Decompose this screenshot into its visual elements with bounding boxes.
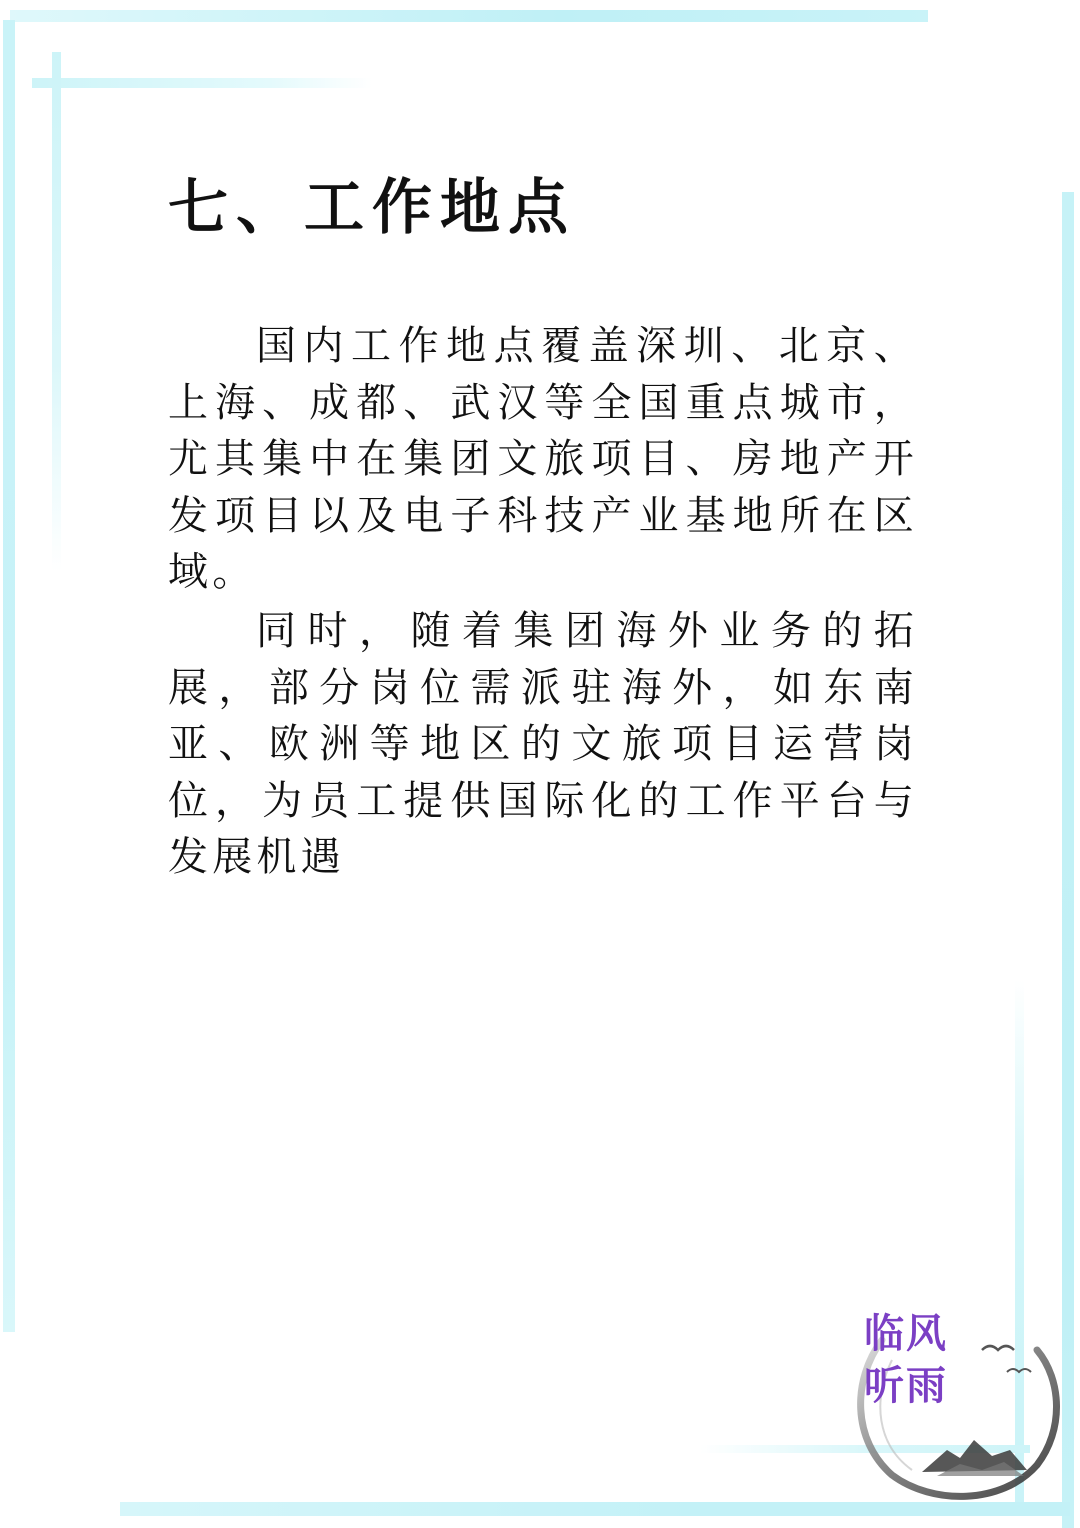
seal-logo: [842, 1300, 1062, 1510]
paragraph-overseas-locations: 同时，随着集团海外业务的拓展，部分岗位需派驻海外，如东南亚、欧洲等地区的文旅项目运营岗位，为员工提供国际化的工作平台与发展机遇: [168, 608, 918, 880]
frame-top-bar: [10, 10, 928, 22]
seal-line-1: 临风: [864, 1310, 948, 1357]
paragraph-domestic-locations: 国内工作地点覆盖深圳、北京、上海、成都、武汉等全国重点城市，尤其集中在集团文旅项目、房地产开发项目以及电子科技产业基地所在区域。: [168, 323, 918, 595]
seal-text: [864, 1308, 974, 1412]
frame-left-inner-bar: [52, 52, 61, 572]
frame-right-bar: [1062, 192, 1074, 1528]
frame-top-inner-bar: [32, 78, 372, 88]
seal-line-2: 听雨: [864, 1362, 948, 1409]
frame-left-bar: [3, 20, 15, 1332]
section-heading: 七、工作地点: [168, 173, 576, 243]
